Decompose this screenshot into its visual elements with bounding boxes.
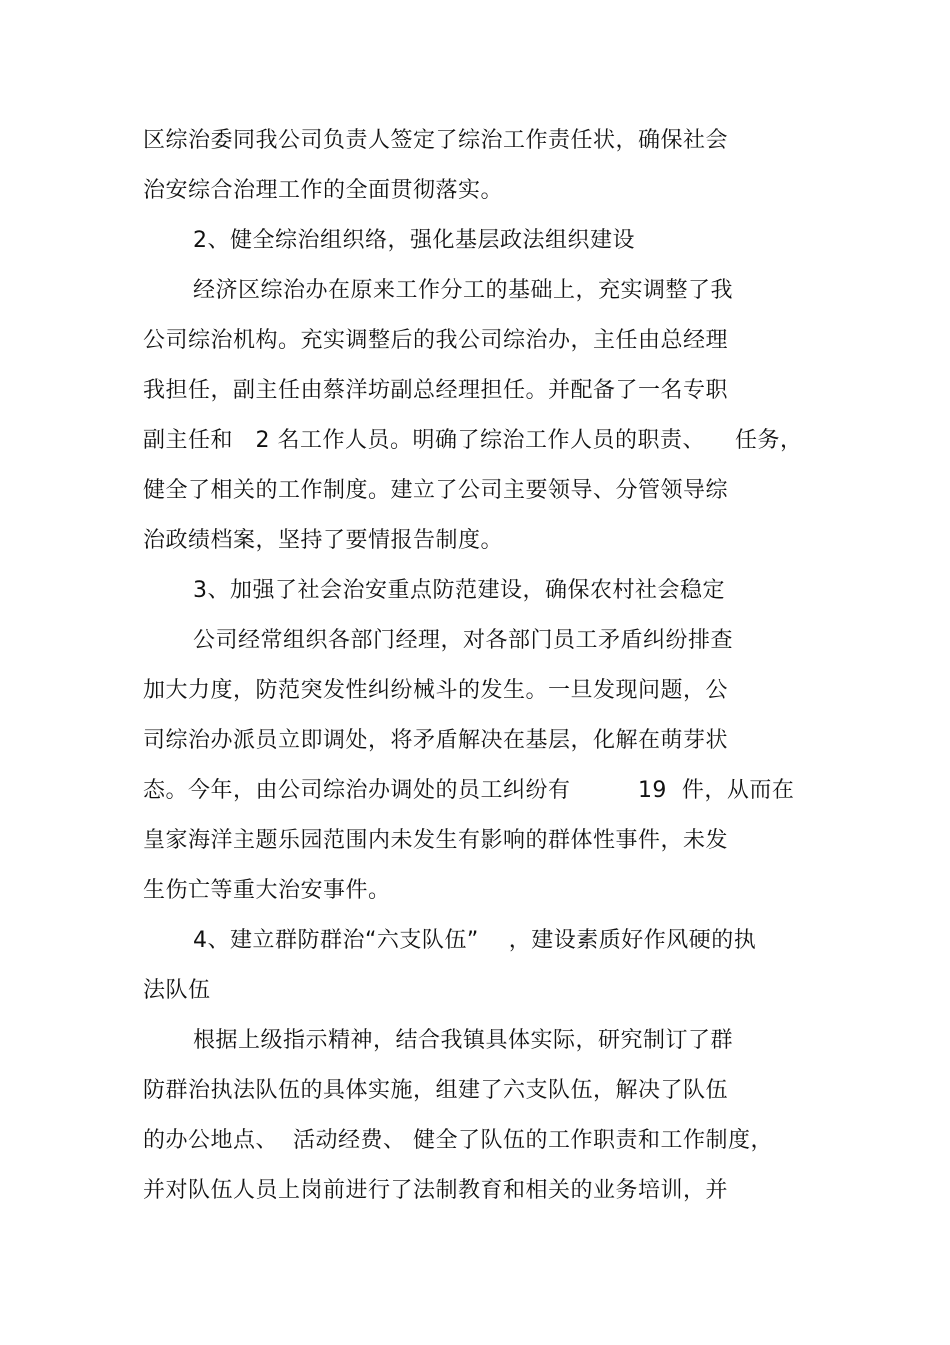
text-line-11: 公司经常组织各部门经理，对各部门员工矛盾纠纷排查 <box>193 628 734 653</box>
text-line-6: 我担任，副主任由蔡洋坊副总经理担任。并配备了一名专职 <box>143 378 729 403</box>
text-line-1: 区综治委同我公司负责人签定了综治工作责任状，确保社会 <box>143 128 729 153</box>
section-heading-3: 3、加强了社会治安重点防范建设，确保农村社会稳定 <box>193 578 725 603</box>
section-heading-4-cont: 法队伍 <box>143 978 211 1003</box>
text-line-7: 副主任和 2 名工作人员。明确了综治工作人员的职责、 任务， <box>143 428 803 453</box>
text-line-19: 根据上级指示精神，结合我镇具体实际，研究制订了群 <box>193 1028 734 1053</box>
text-line-15: 皇家海洋主题乐园范围内未发生有影响的群体性事件，未发 <box>143 828 729 853</box>
text-line-8: 健全了相关的工作制度。建立了公司主要领导、分管领导综 <box>143 478 729 503</box>
text-line-22: 并对队伍人员上岗前进行了法制教育和相关的业务培训，并 <box>143 1178 729 1203</box>
text-line-2: 治安综合治理工作的全面贯彻落实。 <box>143 178 504 203</box>
text-line-12: 加大力度，防范突发性纠纷械斗的发生。一旦发现问题，公 <box>143 678 729 703</box>
text-line-14: 态。今年，由公司综治办调处的员工纠纷有 19 件，从而在 <box>143 778 795 803</box>
text-line-21: 的办公地点、 活动经费、 健全了队伍的工作职责和工作制度， <box>143 1128 773 1153</box>
text-line-16: 生伤亡等重大治安事件。 <box>143 878 391 903</box>
section-heading-4: 4、建立群防群治“六支队伍” ，建设素质好作风硬的执 <box>193 928 757 953</box>
text-line-5: 公司综治机构。充实调整后的我公司综治办，主任由总经理 <box>143 328 729 353</box>
text-line-9: 治政绩档案，坚持了要情报告制度。 <box>143 528 504 553</box>
text-line-13: 司综治办派员立即调处，将矛盾解决在基层，化解在萌芽状 <box>143 728 729 753</box>
section-heading-2: 2、健全综治组织络，强化基层政法组织建设 <box>193 228 635 253</box>
text-line-20: 防群治执法队伍的具体实施，组建了六支队伍，解决了队伍 <box>143 1078 729 1103</box>
text-line-4: 经济区综治办在原来工作分工的基础上，充实调整了我 <box>193 278 734 303</box>
